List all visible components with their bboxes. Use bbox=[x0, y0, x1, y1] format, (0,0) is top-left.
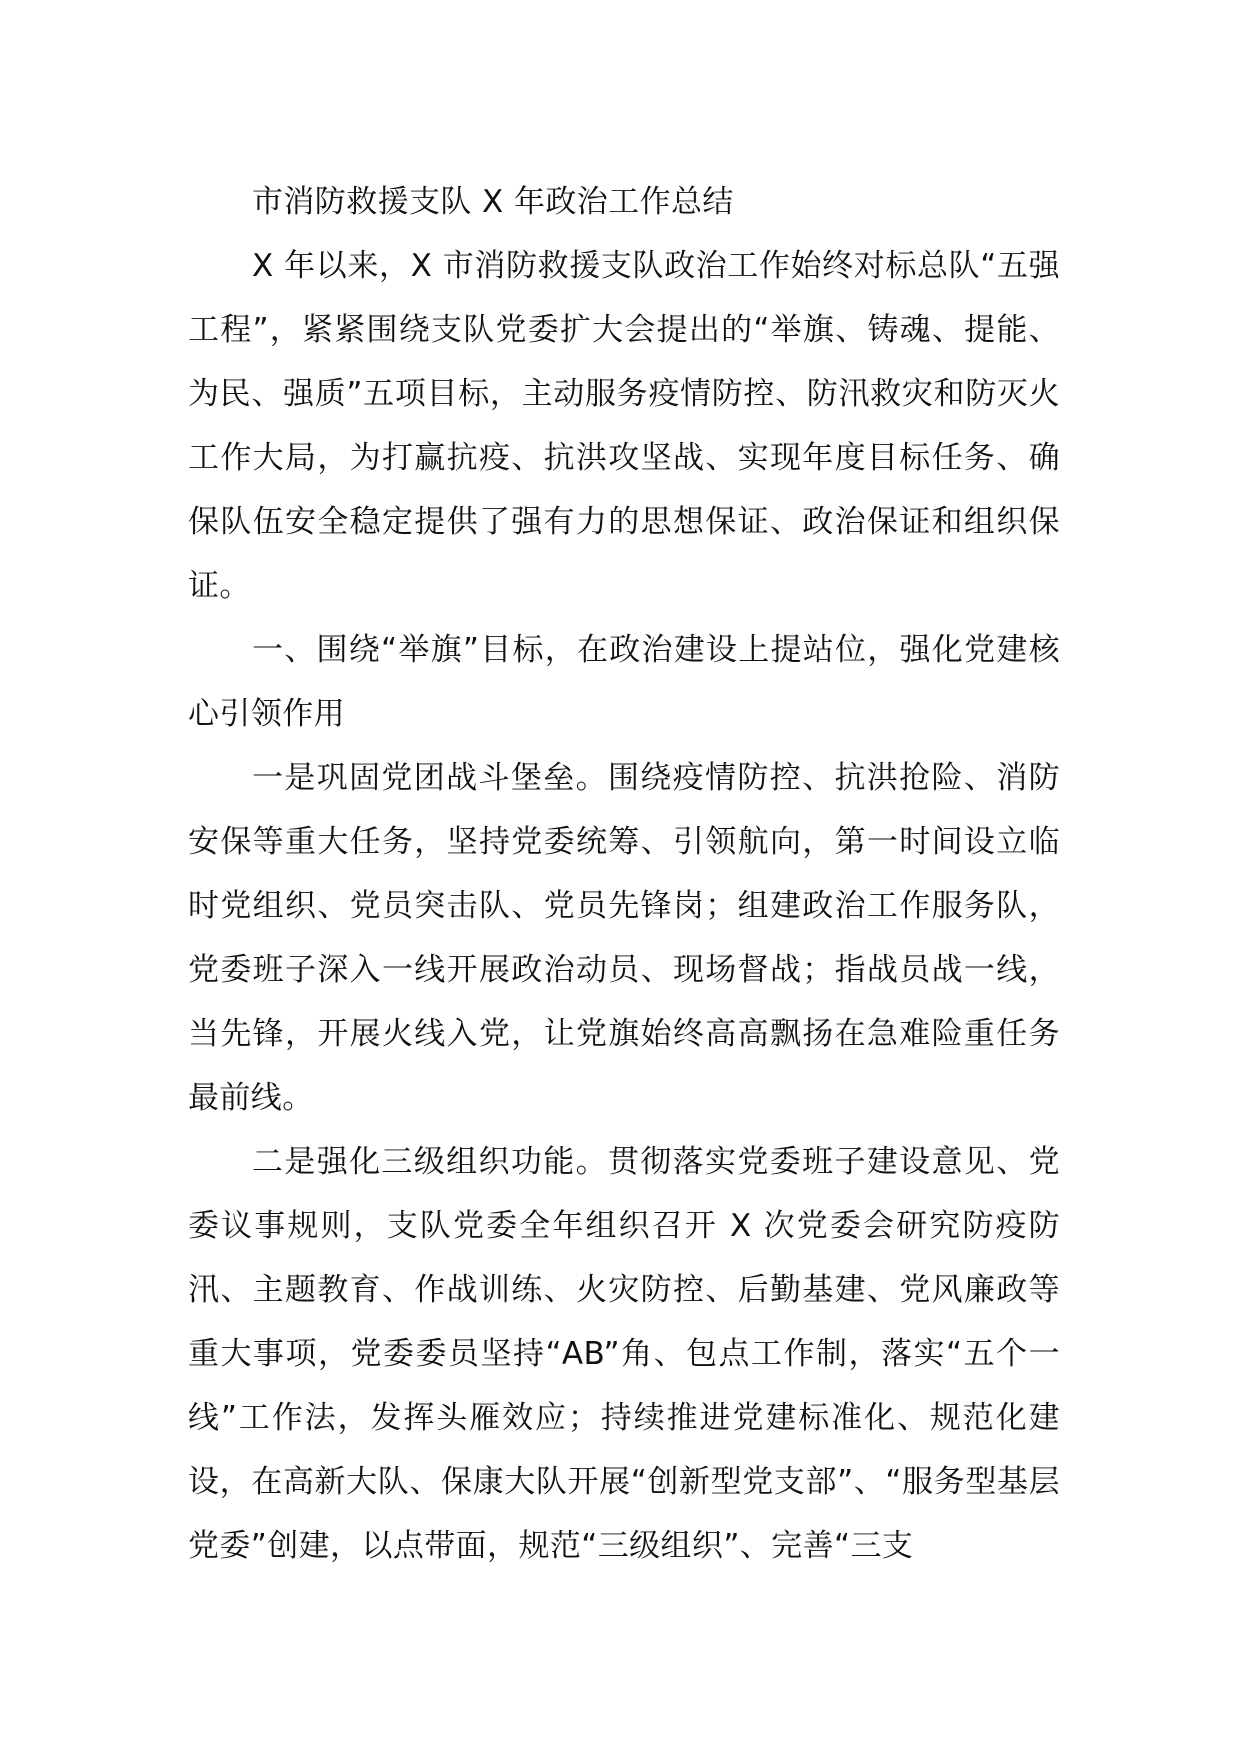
paragraph-1: 一是巩固党团战斗堡垒。围绕疫情防控、抗洪抢险、消防安保等重大任务，坚持党委统筹、引领航向，第一时间设立临时党组织、党员突击队、党员先锋岗；组建政治工作服务队，党委班子深入一线开展政治动员、现场督战；指战员战一线，当先锋，开展火线入党，让党旗始终高高飘扬在急难险重任务最前线。 bbox=[188, 760, 1060, 1116]
document-body bbox=[188, 170, 1060, 1578]
document-title: 市消防救援支队 X 年政治工作总结 bbox=[252, 184, 734, 220]
section-heading-1: 一、围绕“举旗”目标，在政治建设上提站位，强化党建核心引领作用 bbox=[188, 632, 1060, 732]
paragraph-intro: X 年以来，X 市消防救援支队政治工作始终对标总队“五强工程”，紧紧围绕支队党委扩大会提出的“举旗、铸魂、提能、为民、强质”五项目标，主动服务疫情防控、防汛救灾和防灭火工作大局，为打赢抗疫、抗洪攻坚战、实现年度目标任务、确保队伍安全稳定提供了强有力的思想保证、政治保证和组织保证。 bbox=[188, 248, 1060, 604]
paragraph-2: 二是强化三级组织功能。贯彻落实党委班子建设意见、党委议事规则，支队党委全年组织召开 X 次党委会研究防疫防汛、主题教育、作战训练、火灾防控、后勤基建、党风廉政等重大事项，党委委员坚持“AB”角、包点工作制，落实“五个一线”工作法，发挥头雁效应；持续推进党建标准化、规范化建设，在高新大队、保康大队开展“创新型党支部”、“服务型基层党委”创建，以点带面，规范“三级组织”、完善“三支 bbox=[188, 1144, 1060, 1564]
